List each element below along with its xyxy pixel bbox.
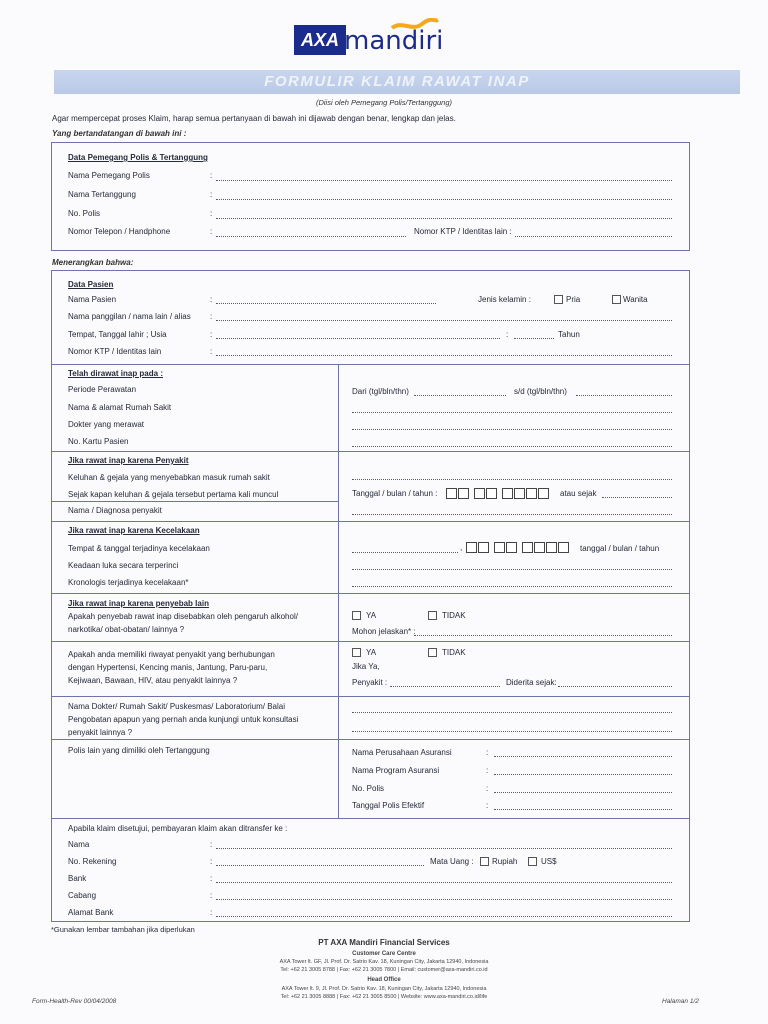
label-program: Nama Program Asuransi: [352, 766, 440, 775]
label-atau-sejak: atau sejak: [560, 489, 597, 498]
checkbox-ya-history[interactable]: [352, 648, 361, 657]
mandiri-logo-text: mandiri: [344, 26, 444, 56]
kecelakaan-heading: Jika rawat inap karena Kecelakaan: [68, 526, 200, 535]
input-account-no[interactable]: [216, 865, 424, 866]
rawat-heading: Telah dirawat inap pada :: [68, 369, 163, 378]
input-patient-card[interactable]: [352, 446, 672, 447]
input-accident-place[interactable]: [352, 552, 458, 553]
label-other-policy: Polis lain yang dimiliki oleh Tertanggung: [68, 746, 210, 755]
label-birth: Tempat, Tanggal lahir ; Usia: [68, 330, 167, 339]
label-tidak-history: TIDAK: [442, 648, 466, 657]
label-diagnosis: Nama / Diagnosa penyakit: [68, 506, 162, 515]
label-diderita: Diderita sejak:: [506, 678, 557, 687]
label-history-q2: dengan Hypertensi, Kencing manis, Jantung, Paru-paru,: [68, 663, 268, 672]
label-pria: Pria: [566, 295, 581, 304]
label-alias: Nama panggilan / nama lain / alias: [68, 312, 191, 321]
input-diderita[interactable]: [558, 686, 672, 687]
input-doctor[interactable]: [352, 429, 672, 430]
input-birth[interactable]: [216, 338, 500, 339]
label-symptoms: Keluhan & gejala yang menyebabkan masuk rumah sakit: [68, 473, 270, 482]
input-age[interactable]: [514, 338, 554, 339]
label-sd: s/d (tgl/bln/thn): [514, 387, 567, 396]
signed-text: Yang bertandatangan di bawah ini :: [52, 129, 187, 138]
label-jika-ya: Jika Ya,: [352, 662, 380, 671]
intro-text: Agar mempercepat proses Klaim, harap semua pertanyaan di bawah ini dijawab dengan benar, lengkap dan jelas.: [52, 114, 456, 123]
input-patient-ktp[interactable]: [216, 355, 672, 356]
label-ya-alcohol: YA: [366, 611, 377, 620]
label-tahun: Tahun: [558, 330, 580, 339]
input-phone[interactable]: [216, 236, 406, 237]
patient-heading: Data Pasien: [68, 280, 114, 289]
input-insured[interactable]: [216, 199, 672, 200]
mandiri-wave-icon: [390, 18, 440, 32]
input-injury[interactable]: [352, 569, 672, 570]
label-history-q3: Kejiwaan, Bawaan, HIV, atau penyakit lainnya ?: [68, 676, 238, 685]
input-chronology[interactable]: [352, 586, 672, 587]
label-wanita: Wanita: [623, 295, 648, 304]
label-ktp: Nomor KTP / Identitas lain :: [414, 227, 512, 236]
label-tanggal-accident: tanggal / bulan / tahun: [580, 544, 660, 553]
footer-cc-address: AXA Tower lt. GF, Jl. Prof. Dr. Satrio Kav. 18, Kuningan City, Jakarta 12940, Indonesia: [279, 959, 489, 965]
label-patient-ktp: Nomor KTP / Identitas lain: [68, 347, 162, 356]
footer-cc: Customer Care Centre: [352, 951, 416, 957]
label-bank: Bank: [68, 874, 87, 883]
input-ktp[interactable]: [515, 236, 672, 237]
footer-ho: Head Office: [367, 977, 401, 983]
label-doctor: Dokter yang merawat: [68, 420, 145, 429]
input-doctor-2[interactable]: [352, 731, 672, 732]
axa-logo: AXA: [294, 25, 346, 55]
input-bank[interactable]: [216, 882, 672, 883]
label-mohon: Mohon jelaskan* :: [352, 627, 416, 636]
input-alias[interactable]: [216, 320, 672, 321]
label-ya-history: YA: [366, 648, 377, 657]
label-patient-name: Nama Pasien: [68, 295, 117, 304]
input-program[interactable]: [494, 774, 672, 775]
label-bank-address: Alamat Bank: [68, 908, 114, 917]
checkbox-rupiah[interactable]: [480, 857, 489, 866]
input-symptoms[interactable]: [352, 479, 672, 480]
checkbox-tidak-alcohol[interactable]: [428, 611, 437, 620]
form-subtitle: (Diisi oleh Pemegang Polis/Tertanggung): [315, 98, 453, 107]
input-other-policy-no[interactable]: [494, 792, 672, 793]
label-chronology: Kronologis terjadinya kecelakaan*: [68, 578, 189, 587]
label-dari: Dari (tgl/bln/thn): [352, 387, 409, 396]
label-policy-no: No. Polis: [68, 209, 101, 218]
label-penyakit: Penyakit :: [352, 678, 388, 687]
input-bank-address[interactable]: [216, 916, 672, 917]
input-mohon[interactable]: [414, 635, 672, 636]
label-doctor-q2: Pengobatan apapun yang pernah anda kunjungi untuk konsultasi: [68, 715, 299, 724]
label-currency: Mata Uang :: [430, 857, 474, 866]
label-usd: US$: [541, 857, 557, 866]
input-insurer[interactable]: [494, 756, 672, 757]
form-title: FORMULIR KLAIM RAWAT INAP: [264, 73, 530, 90]
date-boxes-penyakit[interactable]: [446, 488, 550, 499]
bank-intro: Apabila klaim disetujui, pembayaran klaim akan ditransfer ke :: [68, 824, 288, 833]
label-insurer: Nama Perusahaan Asuransi: [352, 748, 452, 757]
label-period: Periode Perawatan: [68, 385, 137, 394]
label-bank-name: Nama: [68, 840, 90, 849]
footer-ho-contact: Tel: +62 21 3005 8888 | Fax: +62 21 3005 8500 | Website: www.axa-mandiri.co.id/life: [280, 994, 488, 1000]
company-logo: [294, 22, 454, 62]
penyakit-heading: Jika rawat inap karena Penyakit: [68, 456, 189, 465]
label-accident-place: Tempat & tanggal terjadinya kecelakaan: [68, 544, 210, 553]
input-branch[interactable]: [216, 899, 672, 900]
input-policy-no[interactable]: [216, 218, 672, 219]
input-doctor-1[interactable]: [352, 712, 672, 713]
date-boxes-accident[interactable]: [466, 542, 570, 553]
label-since: Sejak kapan keluhan & gejala tersebut pertama kali muncul: [68, 490, 279, 499]
input-penyakit[interactable]: [390, 686, 500, 687]
checkbox-usd[interactable]: [528, 857, 537, 866]
footer-company: PT AXA Mandiri Financial Services: [318, 938, 450, 947]
input-hospital[interactable]: [352, 412, 672, 413]
label-alcohol-q1: Apakah penyebab rawat inap disebabkan oleh pengaruh alkohol/: [68, 612, 298, 621]
label-phone: Nomor Telepon / Handphone: [68, 227, 171, 236]
label-tidak-alcohol: TIDAK: [442, 611, 466, 620]
input-policy-holder[interactable]: [216, 180, 672, 181]
lain-heading: Jika rawat inap karena penyebab lain: [68, 599, 209, 608]
footer-cc-contact: Tel: +62 21 3005 8788 | Fax: +62 21 3005 7800 | Email: customer@axa-mandiri.co.id: [280, 967, 488, 973]
label-hospital: Nama & alamat Rumah Sakit: [68, 403, 172, 412]
label-doctor-q1: Nama Dokter/ Rumah Sakit/ Puskesmas/ Laboratorium/ Balai: [68, 702, 285, 711]
explain-text: Menerangkan bahwa:: [52, 258, 134, 267]
input-bank-name[interactable]: [216, 848, 672, 849]
label-effective-date: Tanggal Polis Efektif: [352, 801, 425, 810]
title-banner: [54, 70, 740, 94]
form-code: Form-Health-Rev 00/04/2008: [32, 998, 117, 1005]
checkbox-wanita[interactable]: [612, 295, 621, 304]
footnote: *Gunakan lembar tambahan jika diperlukan: [51, 925, 195, 934]
input-patient-name[interactable]: [216, 303, 436, 304]
label-patient-card: No. Kartu Pasien: [68, 437, 129, 446]
page-number: Halaman 1/2: [662, 998, 699, 1005]
checkbox-ya-alcohol[interactable]: [352, 611, 361, 620]
input-sd[interactable]: [576, 395, 672, 396]
checkbox-tidak-history[interactable]: [428, 648, 437, 657]
input-diagnosis[interactable]: [352, 514, 672, 515]
label-other-policy-no: No. Polis: [352, 784, 385, 793]
checkbox-pria[interactable]: [554, 295, 563, 304]
label-account-no: No. Rekening: [68, 857, 117, 866]
label-doctor-q3: penyakit lainnya ?: [68, 728, 133, 737]
label-gender: Jenis kelamin :: [478, 295, 531, 304]
input-dari[interactable]: [414, 395, 506, 396]
label-insured: Nama Tertanggung: [68, 190, 136, 199]
label-rupiah: Rupiah: [492, 857, 518, 866]
section1-heading: Data Pemegang Polis & Tertanggung: [68, 153, 208, 162]
input-atau-sejak[interactable]: [602, 497, 672, 498]
input-effective-date[interactable]: [494, 809, 672, 810]
label-branch: Cabang: [68, 891, 97, 900]
label-policy-holder: Nama Pemegang Polis: [68, 171, 150, 180]
footer-ho-address: AXA Tower lt. 9, Jl. Prof. Dr. Satrio Kav. 18, Kuningan City, Jakarta 12940, Indonesia: [281, 986, 487, 992]
label-alcohol-q2: narkotika/ obat-obatan/ lainnya ?: [68, 625, 185, 634]
label-injury: Keadaan luka secara terperinci: [68, 561, 179, 570]
label-history-q1: Apakah anda memiliki riwayat penyakit yang berhubungan: [68, 650, 275, 659]
label-tanggal-penyakit: Tanggal / bulan / tahun :: [352, 489, 438, 498]
